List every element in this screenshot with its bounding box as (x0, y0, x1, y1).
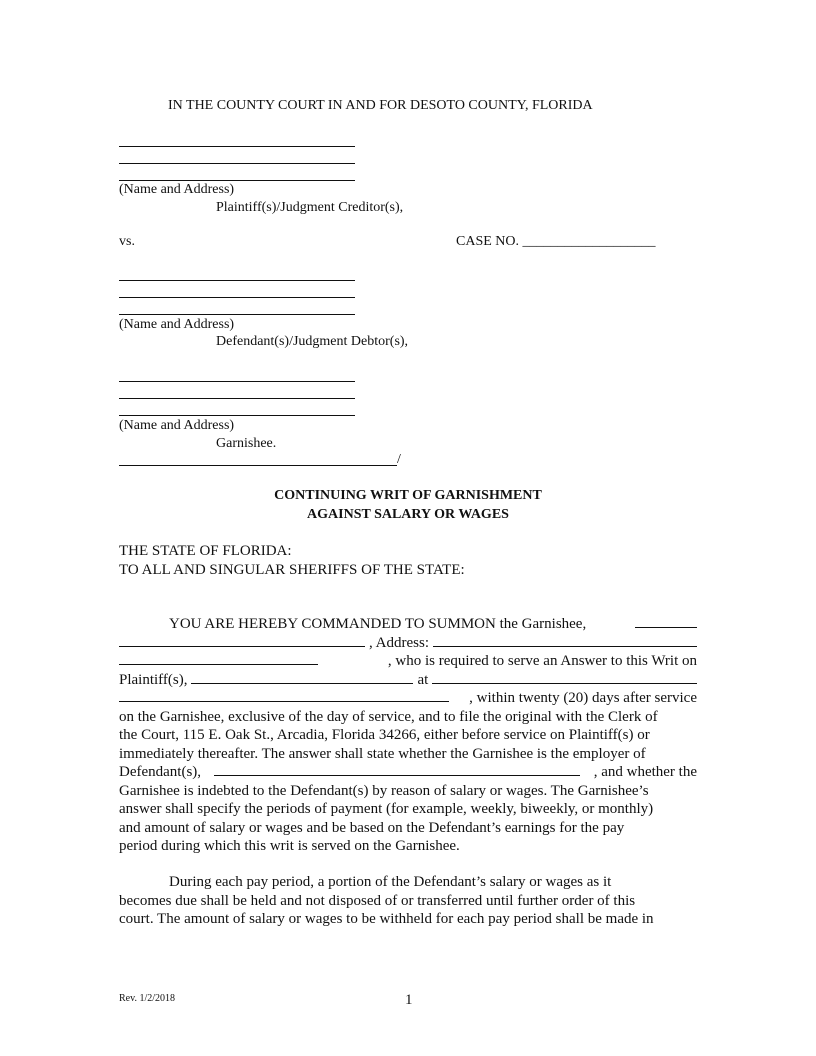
defendant-name-blank[interactable] (214, 763, 580, 776)
p2-line-3 (119, 910, 697, 929)
address-state: THE STATE OF FLORIDA: (119, 543, 292, 559)
writ-title-line-1: CONTINUING WRIT OF GARNISHMENT (274, 488, 542, 503)
p1-line-13-text: period during which this writ is served on the Garnishee. (119, 838, 460, 854)
paragraph-command (119, 615, 697, 856)
p1-line-8-text: immediately thereafter. The answer shall state whether the Garnishee is the employer of (119, 745, 646, 762)
garnishee-line-3[interactable] (119, 415, 355, 416)
garnishee-address-blank[interactable] (433, 634, 697, 647)
p1-line-2-text: , Address: (369, 634, 429, 651)
p2-line-1-text: During each pay period, a portion of the Defendant’s salary or wages as it (169, 874, 612, 890)
plaintiff-address-blank[interactable] (432, 671, 697, 684)
defendant-line-1[interactable] (119, 280, 355, 281)
court-caption: IN THE COUNTY COURT IN AND FOR DESOTO COUNTY, FLORIDA (168, 98, 593, 113)
p2-line-2 (119, 892, 697, 911)
defendant-line-2[interactable] (119, 297, 355, 298)
paragraph-withholding (119, 873, 697, 929)
p2-line-2-text: becomes due shall be held and not disposed of or transferred until further order of this (119, 892, 636, 909)
garnishee-name-address-label: (Name and Address) (119, 418, 235, 433)
p1-line-1-text: YOU ARE HEREBY COMMANDED TO SUMMON the Garnishee, (169, 616, 587, 632)
plaintiff-name-blank[interactable] (191, 671, 413, 684)
p1-line-2 (119, 634, 697, 653)
plaintiff-line-2[interactable] (119, 163, 355, 164)
p1-line-11 (119, 800, 697, 819)
p1-line-10 (119, 782, 697, 801)
versus-label: vs. (119, 234, 135, 249)
p1-line-9 (119, 763, 697, 782)
p1-line-9-text-a: Defendant(s), (119, 764, 202, 780)
defendant-role: Defendant(s)/Judgment Debtor(s), (216, 334, 409, 349)
plaintiff-address-blank-cont[interactable] (119, 689, 449, 702)
p1-line-3 (119, 652, 697, 671)
address-sheriffs: TO ALL AND SINGULAR SHERIFFS OF THE STATE: (119, 562, 465, 578)
p1-line-11-text: answer shall specify the periods of payment (for example, weekly, biweekly, or monthly) (119, 801, 654, 817)
p1-line-4-text-a: Plaintiff(s), (119, 671, 188, 688)
p1-line-4 (119, 671, 697, 690)
plaintiff-name-address-label: (Name and Address) (119, 182, 235, 197)
p1-line-6 (119, 708, 697, 727)
p1-line-12-text: and amount of salary or wages and be based on the Defendant’s earnings for the pay (119, 819, 625, 836)
defendant-name-address-label: (Name and Address) (119, 317, 235, 332)
caption-closing-slash: / (397, 452, 401, 467)
p2-line-3-text: court. The amount of salary or wages to be withheld for each pay period shall be made in (119, 911, 654, 927)
page-number: 1 (405, 992, 413, 1008)
p1-line-10-text: Garnishee is indebted to the Defendant(s) by reason of salary or wages. The Garnishee’s (119, 782, 649, 799)
garnishee-name-blank-cont[interactable] (119, 634, 365, 647)
p1-line-3-text: , who is required to serve an Answer to this Writ on (387, 653, 697, 669)
garnishee-name-blank[interactable] (635, 615, 697, 628)
p1-line-7-text: the Court, 115 E. Oak St., Arcadia, Florida 34266, either before service on Plaintiff(s) or (119, 727, 650, 743)
p1-line-8 (119, 745, 697, 764)
garnishee-line-2[interactable] (119, 398, 355, 399)
defendant-line-3[interactable] (119, 314, 355, 315)
writ-title-line-2: AGAINST SALARY OR WAGES (307, 507, 509, 522)
caption-closing-line (119, 465, 397, 466)
plaintiff-line-1[interactable] (119, 146, 355, 147)
case-number-field[interactable]: CASE NO. ___________________ (456, 234, 656, 249)
garnishee-address-blank-cont[interactable] (119, 652, 318, 665)
p1-line-5 (119, 689, 697, 708)
p1-line-1 (119, 615, 697, 634)
p1-line-12 (119, 819, 697, 838)
revision-date: Rev. 1/2/2018 (119, 993, 176, 1004)
p1-line-9-text-b: , and whether the (593, 764, 697, 780)
p1-line-7 (119, 726, 697, 745)
plaintiff-role: Plaintiff(s)/Judgment Creditor(s), (216, 200, 404, 215)
p1-line-4-text-b: at (417, 671, 429, 688)
garnishee-role: Garnishee. (216, 436, 277, 451)
p1-line-13 (119, 837, 697, 856)
p1-line-6-text: on the Garnishee, exclusive of the day of service, and to file the original with the Clerk of (119, 708, 658, 725)
p2-line-1 (119, 873, 697, 892)
garnishee-line-1[interactable] (119, 381, 355, 382)
p1-line-5-text: , within twenty (20) days after service (469, 690, 697, 706)
